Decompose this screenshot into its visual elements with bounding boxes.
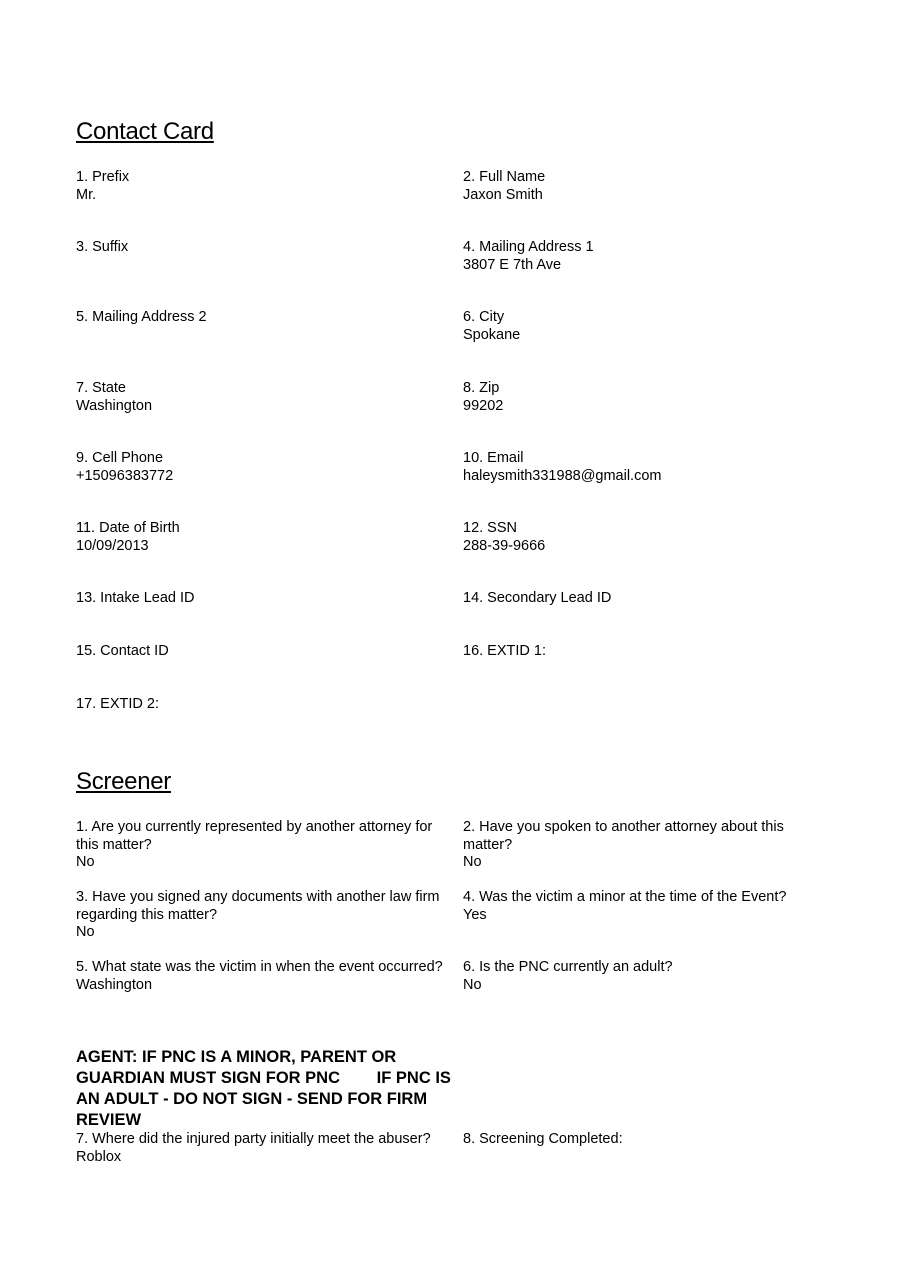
- question-label: 8. Screening Completed:: [463, 1131, 623, 1147]
- field-label: 1. Prefix: [76, 169, 130, 185]
- field-state: [76, 380, 446, 415]
- field-value: Washington: [76, 397, 153, 414]
- answer-value: Roblox: [76, 1148, 122, 1165]
- field-secondary-lead-id: [463, 590, 833, 608]
- screener-title: Screener: [76, 768, 171, 795]
- field-value: +15096383772: [76, 467, 174, 484]
- answer-value: Washington: [76, 976, 153, 993]
- field-label: 9. Cell Phone: [76, 450, 164, 466]
- field-label: 17. EXTID 2:: [76, 696, 160, 712]
- question-represented-by-attorney: [76, 819, 446, 872]
- field-label: 13. Intake Lead ID: [76, 590, 195, 606]
- field-email: [463, 450, 833, 485]
- field-label: 6. City: [463, 309, 505, 325]
- question-spoken-to-attorney: [463, 819, 833, 872]
- field-value: Mr.: [76, 186, 97, 203]
- field-value: 10/09/2013: [76, 537, 149, 554]
- field-label: 10. Email: [463, 450, 524, 466]
- question-met-abuser: [76, 1131, 446, 1166]
- field-prefix: [76, 169, 446, 204]
- field-value: haleysmith331988@gmail.com: [463, 467, 662, 484]
- question-victim-minor: [463, 889, 833, 924]
- field-value: Spokane: [463, 326, 521, 343]
- field-suffix: [76, 239, 446, 257]
- field-extid-2: [76, 696, 446, 714]
- field-label: 3. Suffix: [76, 239, 129, 255]
- question-label: 2. Have you spoken to another attorney about this matter?: [463, 819, 788, 853]
- agent-instruction: AGENT: IF PNC IS A MINOR, PARENT OR GUARDIAN MUST SIGN FOR PNC IF PNC IS AN ADULT - DO NOT SIGN - SEND FOR FIRM REVIEW: [76, 1048, 455, 1129]
- field-label: 11. Date of Birth: [76, 520, 180, 536]
- field-cell-phone: [76, 450, 446, 485]
- question-victim-state: [76, 959, 446, 994]
- contact-card-title: Contact Card: [76, 118, 214, 145]
- question-pnc-adult: [463, 959, 833, 994]
- question-signed-documents: [76, 889, 446, 942]
- field-label: 5. Mailing Address 2: [76, 309, 207, 325]
- field-city: [463, 309, 833, 344]
- field-zip: [463, 380, 833, 415]
- field-mailing-address-1: [463, 239, 833, 274]
- question-label: 7. Where did the injured party initially meet the abuser?: [76, 1131, 431, 1147]
- question-label: 1. Are you currently represented by another attorney for this matter?: [76, 819, 437, 853]
- question-label: 3. Have you signed any documents with another law firm regarding this matter?: [76, 889, 444, 923]
- question-screening-completed: [463, 1131, 833, 1149]
- field-ssn: [463, 520, 833, 555]
- field-label: 16. EXTID 1:: [463, 643, 547, 659]
- field-label: 2. Full Name: [463, 169, 546, 185]
- field-label: 8. Zip: [463, 380, 500, 396]
- question-label: 6. Is the PNC currently an adult?: [463, 959, 673, 975]
- field-value: 3807 E 7th Ave: [463, 256, 562, 273]
- field-label: 4. Mailing Address 1: [463, 239, 594, 255]
- answer-value: No: [463, 854, 482, 870]
- field-full-name: [463, 169, 833, 204]
- field-label: 14. Secondary Lead ID: [463, 590, 612, 606]
- field-contact-id: [76, 643, 446, 661]
- field-mailing-address-2: [76, 309, 446, 327]
- field-label: 7. State: [76, 380, 126, 396]
- field-intake-lead-id: [76, 590, 446, 608]
- answer-value: No: [76, 854, 95, 870]
- field-value: 288-39-9666: [463, 537, 546, 554]
- answer-value: No: [463, 976, 482, 993]
- field-label: 15. Contact ID: [76, 643, 169, 659]
- question-label: 4. Was the victim a minor at the time of the Event?: [463, 889, 787, 905]
- field-value: Jaxon Smith: [463, 186, 543, 203]
- answer-value: No: [76, 924, 95, 940]
- field-date-of-birth: [76, 520, 446, 555]
- field-label: 12. SSN: [463, 520, 517, 536]
- field-value: 99202: [463, 397, 504, 414]
- question-label: 5. What state was the victim in when the event occurred?: [76, 959, 443, 975]
- answer-value: Yes: [463, 906, 487, 923]
- field-extid-1: [463, 643, 833, 661]
